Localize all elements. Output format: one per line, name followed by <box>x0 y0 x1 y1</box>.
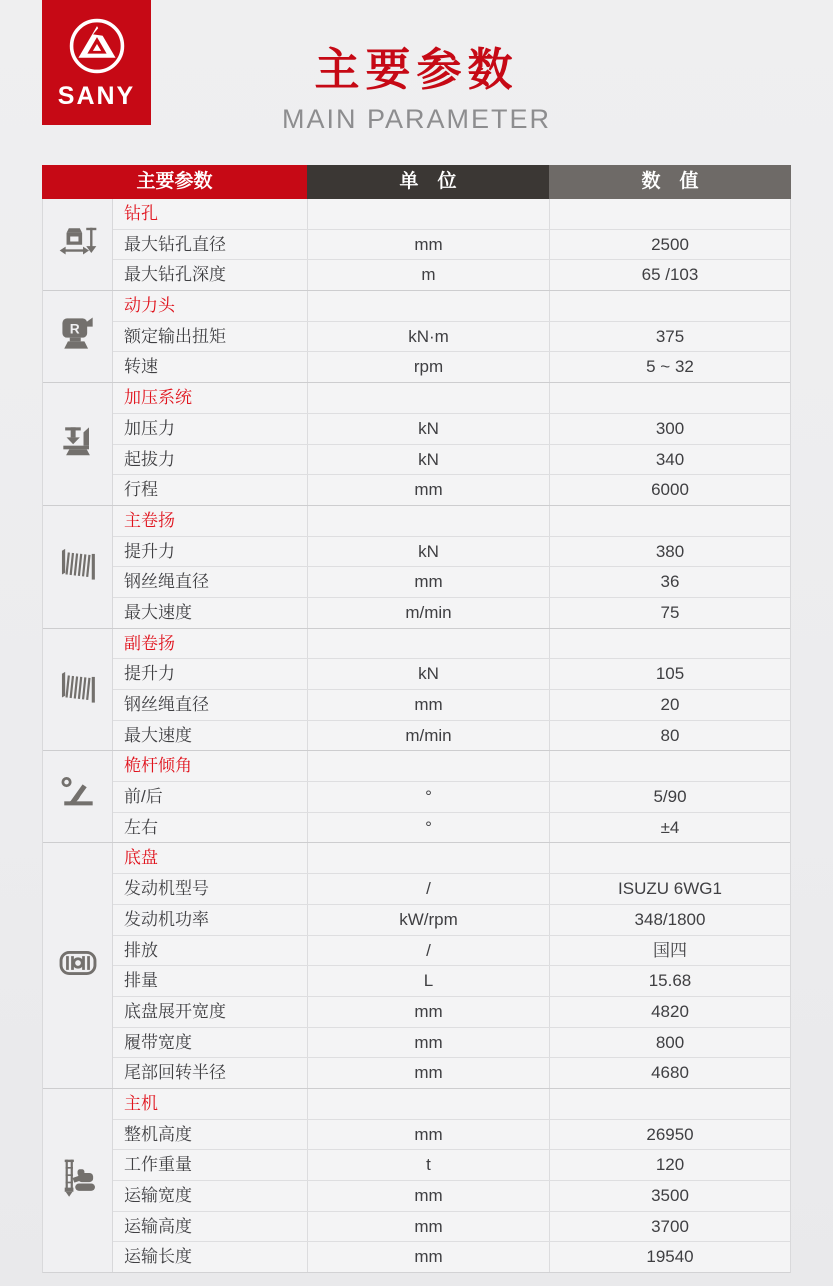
table-row <box>113 597 790 628</box>
param-unit: m <box>308 260 550 290</box>
section-title-value-cell <box>550 751 790 781</box>
param-unit: kN <box>308 414 550 444</box>
section-icon-cell <box>43 843 113 1088</box>
section-title: 底盘 <box>113 843 308 873</box>
param-value: 26950 <box>646 1124 694 1144</box>
param-name: 运输长度 <box>113 1242 308 1272</box>
param-name: 排放 <box>113 936 308 966</box>
param-unit: kN <box>308 537 550 567</box>
param-unit: mm <box>308 690 550 720</box>
drill-diameter-icon <box>56 220 100 269</box>
param-unit: mm <box>308 1212 550 1242</box>
aux-winch-icon <box>56 665 100 714</box>
table-row <box>113 781 790 812</box>
param-unit: kN <box>308 445 550 475</box>
table-header-row <box>42 165 791 199</box>
param-name: 加压力 <box>113 414 308 444</box>
section-icon-cell <box>43 751 113 842</box>
param-unit: mm <box>308 997 550 1027</box>
param-name: 钢丝绳直径 <box>113 690 308 720</box>
param-value: 105 <box>655 664 685 684</box>
param-name: 钢丝绳直径 <box>113 567 308 597</box>
section-title: 主机 <box>113 1089 308 1119</box>
param-name: 起拔力 <box>113 445 308 475</box>
page-subtitle: MAIN PARAMETER <box>281 104 552 134</box>
section-title-row <box>113 199 790 229</box>
table-section <box>43 1088 790 1272</box>
param-name: 底盘展开宽度 <box>113 997 308 1027</box>
section-title: 主卷扬 <box>113 506 308 536</box>
table-row <box>113 444 790 475</box>
param-unit: mm <box>308 567 550 597</box>
param-name: 转速 <box>113 352 308 382</box>
rotary-head-icon <box>56 312 100 361</box>
table-row <box>113 689 790 720</box>
table-section <box>43 842 790 1088</box>
table-row <box>113 1241 790 1272</box>
param-value: 20 <box>660 695 680 714</box>
section-title-row <box>113 629 790 659</box>
param-value: 80 <box>660 725 680 745</box>
table-row <box>113 1149 790 1180</box>
param-value: 5 ~ 32 <box>646 357 694 377</box>
section-title: 加压系统 <box>113 383 308 413</box>
table-row <box>113 965 790 996</box>
param-value: 19540 <box>646 1247 694 1267</box>
table-row <box>113 413 790 444</box>
section-title-row <box>113 843 790 873</box>
param-value: 2500 <box>651 234 689 254</box>
sany-logo-text: SANY <box>57 82 136 110</box>
chassis-icon <box>56 941 100 990</box>
section-title-row <box>113 506 790 536</box>
param-name: 运输高度 <box>113 1212 308 1242</box>
section-title-row <box>113 383 790 413</box>
section-title-unit-cell <box>308 843 550 873</box>
table-row <box>113 1211 790 1242</box>
param-unit: t <box>308 1150 550 1180</box>
param-unit: mm <box>308 1028 550 1058</box>
param-unit: / <box>308 936 550 966</box>
table-row <box>113 566 790 597</box>
param-name: 尾部回转半径 <box>113 1058 308 1088</box>
param-unit: mm <box>308 1242 550 1272</box>
param-unit: mm <box>308 1120 550 1150</box>
param-name: 运输宽度 <box>113 1181 308 1211</box>
section-icon-cell <box>43 506 113 628</box>
section-title-value-cell <box>550 199 790 229</box>
column-header-value: 数 值 <box>549 165 791 199</box>
param-value: 348/1800 <box>634 909 706 929</box>
main-winch-icon <box>56 542 100 591</box>
param-value: 3700 <box>651 1216 689 1236</box>
column-header-parameter: 主要参数 <box>42 165 307 199</box>
param-name: 提升力 <box>113 537 308 567</box>
param-unit: mm <box>308 1058 550 1088</box>
param-name: 左右 <box>113 813 308 843</box>
param-unit: kW/rpm <box>308 905 550 935</box>
param-unit: ° <box>308 813 550 843</box>
param-value: 65 /103 <box>641 265 699 285</box>
param-value: 75 <box>660 602 680 622</box>
param-name: 行程 <box>113 475 308 505</box>
table-section <box>43 750 790 842</box>
section-icon-cell <box>43 199 113 290</box>
section-title-unit-cell <box>308 629 550 659</box>
param-value: 800 <box>655 1032 685 1052</box>
param-name: 最大速度 <box>113 598 308 628</box>
table-row <box>113 996 790 1027</box>
section-icon-cell <box>43 291 113 382</box>
parameter-table <box>42 165 791 1273</box>
param-name: 发动机功率 <box>113 905 308 935</box>
table-row <box>113 321 790 352</box>
section-title: 副卷扬 <box>113 629 308 659</box>
column-header-unit: 单 位 <box>307 165 549 199</box>
mast-angle-icon <box>56 772 100 821</box>
param-unit: mm <box>308 230 550 260</box>
table-row <box>113 873 790 904</box>
table-row <box>113 1027 790 1058</box>
table-section <box>43 382 790 505</box>
table-section <box>43 628 790 751</box>
table-row <box>113 536 790 567</box>
section-title-value-cell <box>550 629 790 659</box>
param-value: 340 <box>655 449 685 469</box>
table-row <box>113 1180 790 1211</box>
section-title-unit-cell <box>308 291 550 321</box>
param-value: 3500 <box>651 1186 689 1205</box>
section-title-value-cell <box>550 506 790 536</box>
param-value: 380 <box>655 541 685 561</box>
param-value: 375 <box>655 326 685 346</box>
section-title-row <box>113 1089 790 1119</box>
section-title-unit-cell <box>308 383 550 413</box>
param-value: 4680 <box>651 1063 689 1083</box>
table-row <box>113 1119 790 1150</box>
section-icon-cell <box>43 1089 113 1272</box>
section-title: 钻孔 <box>113 199 308 229</box>
param-name: 最大速度 <box>113 721 308 751</box>
param-unit: L <box>308 966 550 996</box>
param-unit: mm <box>308 1181 550 1211</box>
table-section <box>43 199 790 290</box>
param-name: 排量 <box>113 966 308 996</box>
param-name: 发动机型号 <box>113 874 308 904</box>
section-title-value-cell <box>550 843 790 873</box>
param-value: 6000 <box>651 480 689 500</box>
section-title: 动力头 <box>113 291 308 321</box>
param-unit: m/min <box>308 598 550 628</box>
table-section <box>43 505 790 628</box>
param-name: 提升力 <box>113 659 308 689</box>
param-value: 15.68 <box>648 971 692 991</box>
table-row <box>113 259 790 290</box>
table-row <box>113 1057 790 1088</box>
section-title-unit-cell <box>308 1089 550 1119</box>
param-unit: m/min <box>308 721 550 751</box>
section-title-value-cell <box>550 383 790 413</box>
crowd-system-icon <box>56 420 100 469</box>
table-row <box>113 351 790 382</box>
title-block <box>0 33 833 135</box>
section-title-row <box>113 751 790 781</box>
main-machine-icon <box>56 1156 100 1205</box>
param-value: ISUZU 6WG1 <box>618 879 722 899</box>
table-body <box>42 199 791 1273</box>
page-title: 主要参数 <box>314 44 519 95</box>
svg-text:R: R <box>69 321 80 337</box>
param-value: 36 <box>660 572 680 592</box>
param-name: 履带宽度 <box>113 1028 308 1058</box>
section-title-value-cell <box>550 291 790 321</box>
param-value: 5/90 <box>653 787 687 807</box>
table-row <box>113 474 790 505</box>
section-title-unit-cell <box>308 506 550 536</box>
table-row <box>113 229 790 260</box>
param-unit: ° <box>308 782 550 812</box>
section-title-value-cell <box>550 1089 790 1119</box>
param-name: 最大钻孔直径 <box>113 230 308 260</box>
param-unit: mm <box>308 475 550 505</box>
section-title-unit-cell <box>308 751 550 781</box>
param-name: 额定输出扭矩 <box>113 322 308 352</box>
section-title: 桅杆倾角 <box>113 751 308 781</box>
section-icon-cell <box>43 629 113 751</box>
param-unit: kN <box>308 659 550 689</box>
param-name: 整机高度 <box>113 1120 308 1150</box>
section-title-unit-cell <box>308 199 550 229</box>
param-unit: kN·m <box>308 322 550 352</box>
param-value: 120 <box>655 1155 685 1175</box>
param-value: ±4 <box>660 817 680 837</box>
param-name: 前/后 <box>113 782 308 812</box>
table-row <box>113 935 790 966</box>
table-row <box>113 658 790 689</box>
table-row <box>113 904 790 935</box>
section-icon-cell <box>43 383 113 505</box>
param-name: 工作重量 <box>113 1150 308 1180</box>
section-title-row <box>113 291 790 321</box>
param-value: 国四 <box>653 940 687 960</box>
param-unit: rpm <box>308 352 550 382</box>
param-name: 最大钻孔深度 <box>113 260 308 290</box>
param-value: 4820 <box>651 1001 689 1021</box>
param-unit: / <box>308 874 550 904</box>
table-row <box>113 720 790 751</box>
table-section <box>43 290 790 382</box>
param-value: 300 <box>655 418 685 438</box>
table-row <box>113 812 790 843</box>
